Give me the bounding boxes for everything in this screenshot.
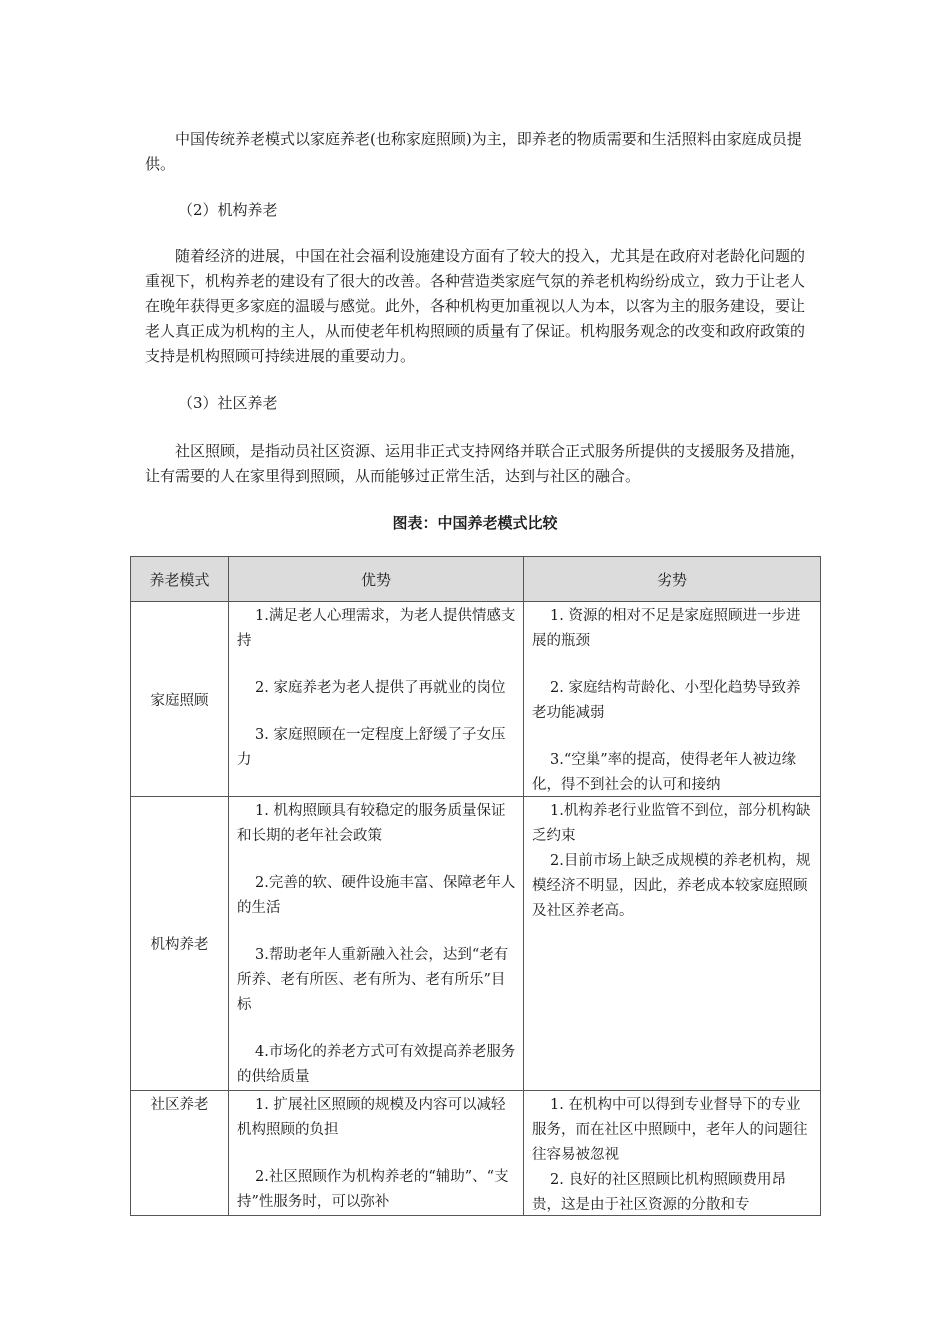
table-header-row xyxy=(131,557,821,602)
list-item: 1. 机构照顾具有较稳定的服务质量保证和长期的老年社会政策 xyxy=(237,803,506,844)
list-item: 1. 在机构中可以得到专业督导下的专业服务，而在社区中照顾中，老年人的问题往往容易被忽视 xyxy=(532,1097,808,1163)
header-disadvantages: 劣势 xyxy=(524,557,821,602)
mode-cell: 社区养老 xyxy=(131,1091,229,1216)
mode-cell: 家庭照顾 xyxy=(131,602,229,797)
list-item: 2. 家庭结构苛龄化、小型化趋势导致养老功能减弱 xyxy=(532,680,801,721)
heading-community-care: （3）社区养老 xyxy=(178,394,278,412)
table-row xyxy=(131,602,821,797)
list-item: 2.社区照顾作为机构养老的“辅助”、“支持”性服务时，可以弥补 xyxy=(237,1169,509,1210)
list-item: 2.完善的软、硬件设施丰富、保障老年人的生活 xyxy=(237,875,516,916)
list-item: 1.机构养老行业监管不到位，部分机构缺乏约束 xyxy=(532,803,811,844)
list-item: 2.目前市场上缺乏成规模的养老机构，规模经济不明显，因此，养老成本较家庭照顾及社区养老高。 xyxy=(532,853,811,919)
table-row xyxy=(131,1091,821,1216)
header-mode: 养老模式 xyxy=(131,557,229,602)
mode-cell: 机构养老 xyxy=(131,797,229,1091)
paragraph-institutional-care: 随着经济的进展，中国在社会福利设施建设方面有了较大的投入，尤其是在政府对老龄化问题的重视下，机构养老的建设有了很大的改善。各种营造类家庭气氛的养老机构纷纷成立，致力于让老人在晚年获得更多家庭的温暖与感觉。此外，各种机构更加重视以人为本，以客为主的服务建设，要让老人真正成为机构的主人，从而使老年机构照顾的质量有了保证。机构服务观念的改变和政府政策的支持是机构照顾可持续进展的重要动力。 xyxy=(145,247,806,365)
list-item: 1.满足老人心理需求，为老人提供情感支持 xyxy=(237,608,516,649)
list-item: 4.市场化的养老方式可有效提高养老服务的供给质量 xyxy=(237,1044,516,1085)
table-caption: 图表：中国养老模式比较 xyxy=(392,514,558,532)
header-advantages: 优势 xyxy=(229,557,524,602)
table-row xyxy=(131,797,821,1091)
list-item: 2. 良好的社区照顾比机构照顾费用昂贵，这是由于社区资源的分散和专 xyxy=(532,1172,786,1213)
paragraph-family-care: 中国传统养老模式以家庭养老(也称家庭照顾)为主，即养老的物质需要和生活照料由家庭成员提供。 xyxy=(145,130,802,173)
comparison-table xyxy=(130,556,821,1216)
heading-institutional-care: （2）机构养老 xyxy=(178,201,278,219)
list-item: 3. 家庭照顾在一定程度上舒缓了子女压力 xyxy=(237,727,506,768)
list-item: 2. 家庭养老为老人提供了再就业的岗位 xyxy=(255,680,506,696)
list-item: 1. 扩展社区照顾的规模及内容可以减轻机构照顾的负担 xyxy=(237,1097,506,1138)
list-item: 1. 资源的相对不足是家庭照顾进一步进展的瓶颈 xyxy=(532,608,801,649)
paragraph-community-care: 社区照顾，是指动员社区资源、运用非正式支持网络并联合正式服务所提供的支援服务及措施，让有需要的人在家里得到照顾，从而能够过正常生活，达到与社区的融合。 xyxy=(145,442,806,485)
list-item: 3.“空巢”率的提高，使得老年人被边缘化，得不到社会的认可和接纳 xyxy=(532,752,797,793)
list-item: 3.帮助老年人重新融入社会，达到“老有所养、老有所医、老有所为、老有所乐”目标 xyxy=(237,947,509,1013)
